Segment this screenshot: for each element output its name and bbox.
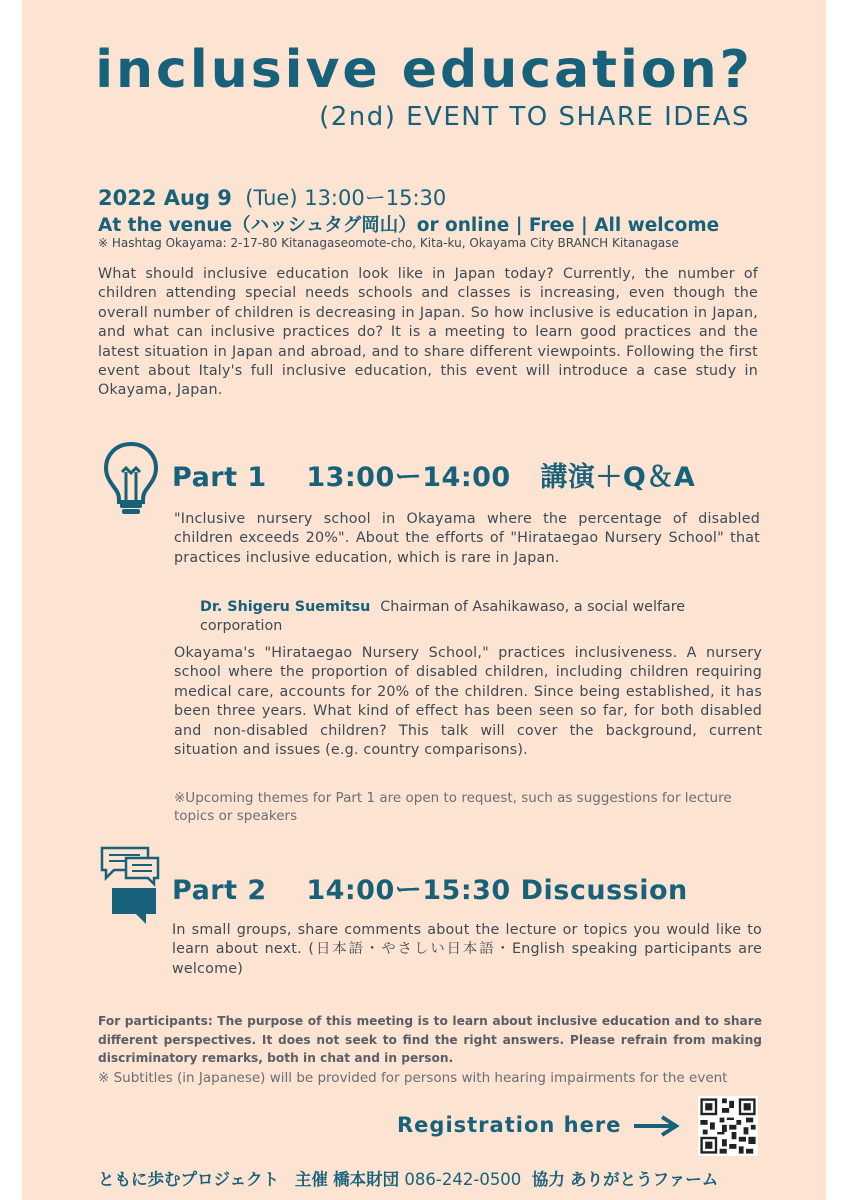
event-venue: At the venue（ハッシュタグ岡山）or online | Free | All welcome <box>98 215 720 236</box>
footer-organizer: 橋本財団 <box>333 1170 400 1189</box>
registration-label[interactable]: Registration here <box>397 1113 622 1137</box>
chat-bubbles-icon <box>100 846 162 926</box>
qr-code[interactable] <box>698 1096 758 1156</box>
speaker-role: Chairman of Asahikawaso, a social welfare corporation <box>200 599 686 634</box>
footer-cooperation-label: 協力 <box>531 1170 565 1189</box>
subtitles-note: ※ Subtitles (in Japanese) will be provided for persons with hearing impairments for the event <box>98 1070 728 1086</box>
part1-note: ※Upcoming themes for Part 1 are open to request, such as suggestions for lecture topics or speakers <box>174 790 732 824</box>
part2-heading <box>172 868 688 907</box>
event-address: ※ Hashtag Okayama: 2-17-80 Kitanagaseomote-cho, Kita-ku, Okayama City BRANCH Kitanagase <box>98 236 679 250</box>
part1-time: 13:00ー14:00 <box>306 462 511 493</box>
intro-paragraph: What should inclusive education look like in Japan today? Currently, the number of children attending special needs schools and classes is increasing, even though the overall number of children is decreasing in Japan. So how inclusive is education in Japan, and what can inclusive practices do? It is a meeting to learn good practices and the latest situation in Japan and abroad, and to share different viewpoints. Following the first event about Italy's full inclusive education, this event will introduce a case study in Okayama, Japan. <box>98 266 758 399</box>
footer-phone: 086-242-0500 <box>404 1170 522 1189</box>
part1-description: Okayama's "Hirataegao Nursery School," practices inclusiveness. A nursery school where the proportion of disabled children, including children requiring medical care, accounts for 20% of the children. Since being established, it has been three years. What kind of effect has been seen so far, for both disabled and non-disabled children? This talk will cover the background, current situation and issues (e.g. country comparisons). <box>174 645 762 759</box>
event-datetime <box>98 182 446 212</box>
participants-note: For participants: The purpose of this meeting is to learn about inclusive education and to share different perspectives. It does not seek to find the right answers. Please refrain from making discriminatory remarks, both in chat and in person. <box>98 1014 762 1065</box>
event-time: (Tue) 13:00ー15:30 <box>245 186 447 210</box>
part2-topic: Discussion <box>520 875 688 906</box>
part2-time: 14:00ー15:30 <box>306 875 511 906</box>
lightbulb-icon <box>102 440 160 516</box>
part1-heading <box>172 455 695 494</box>
footer-cooperator: ありがとうファーム <box>570 1170 719 1189</box>
event-date: 2022 Aug 9 <box>98 186 232 210</box>
part1-topic: 講演＋Q＆A <box>540 462 696 493</box>
footer-organizer-label: 主催 <box>294 1170 328 1189</box>
speaker-name: Dr. Shigeru Suemitsu <box>200 599 371 615</box>
part2-description: In small groups, share comments about the lecture or topics you would like to learn about next. (日本語・やさしい日本語・English speaking participants are welcome) <box>172 922 762 977</box>
footer-project: ともに歩むプロジェクト <box>98 1170 280 1189</box>
event-title: inclusive education? <box>95 40 753 100</box>
part1-label: Part 1 <box>172 462 267 493</box>
part2-label: Part 2 <box>172 875 267 906</box>
footer <box>98 1166 718 1190</box>
poster <box>22 0 826 1200</box>
speaker-info <box>200 598 766 636</box>
part1-lecture-title: "Inclusive nursery school in Okayama where the percentage of disabled children exceeds 20%". About the efforts of "Hirataegao Nursery School" that practices inclusive education, which is rare in Japan. <box>174 511 760 566</box>
event-subtitle: (2nd) EVENT TO SHARE IDEAS <box>319 102 750 132</box>
arrow-right-icon <box>632 1114 680 1138</box>
